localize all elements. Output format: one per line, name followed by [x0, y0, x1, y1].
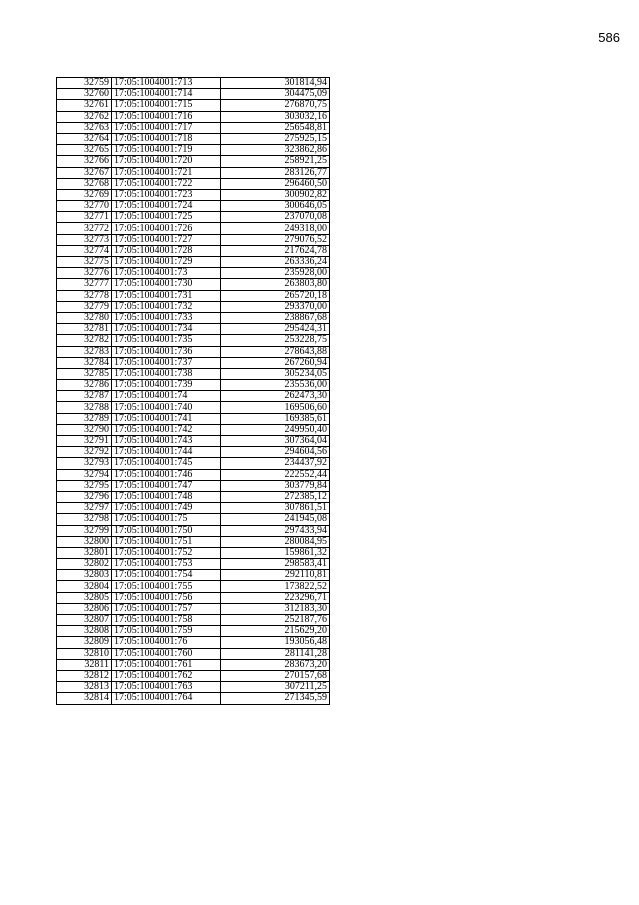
row-number-cell: 32778 [57, 290, 112, 301]
cadastral-code-cell: 17:05:1004001:724 [112, 201, 221, 212]
row-number-cell: 32811 [57, 659, 112, 670]
value-cell: 222552,44 [221, 469, 330, 480]
cadastral-code-cell: 17:05:1004001:74 [112, 391, 221, 402]
cadastral-code-cell: 17:05:1004001:729 [112, 257, 221, 268]
cadastral-code-cell: 17:05:1004001:755 [112, 581, 221, 592]
cadastral-code-cell: 17:05:1004001:744 [112, 447, 221, 458]
table-row [57, 189, 330, 200]
row-number-cell: 32797 [57, 503, 112, 514]
cadastral-code-cell: 17:05:1004001:734 [112, 324, 221, 335]
row-number-cell: 32806 [57, 603, 112, 614]
row-number-cell: 32767 [57, 167, 112, 178]
value-cell: 237070,08 [221, 212, 330, 223]
value-cell: 238867,68 [221, 312, 330, 323]
row-number-cell: 32810 [57, 648, 112, 659]
value-cell: 235928,00 [221, 268, 330, 279]
cadastral-code-cell: 17:05:1004001:731 [112, 290, 221, 301]
table-row [57, 682, 330, 693]
table-row [57, 268, 330, 279]
cadastral-code-cell: 17:05:1004001:717 [112, 122, 221, 133]
table-row [57, 290, 330, 301]
row-number-cell: 32805 [57, 592, 112, 603]
value-cell: 241945,08 [221, 514, 330, 525]
table-row [57, 78, 330, 89]
cadastral-code-cell: 17:05:1004001:754 [112, 570, 221, 581]
cadastral-code-cell: 17:05:1004001:726 [112, 223, 221, 234]
value-cell: 279076,52 [221, 234, 330, 245]
value-cell: 223296,71 [221, 592, 330, 603]
cadastral-code-cell: 17:05:1004001:730 [112, 279, 221, 290]
cadastral-code-cell: 17:05:1004001:714 [112, 89, 221, 100]
cadastral-code-cell: 17:05:1004001:722 [112, 178, 221, 189]
cadastral-code-cell: 17:05:1004001:741 [112, 413, 221, 424]
value-cell: 258921,25 [221, 156, 330, 167]
cadastral-code-cell: 17:05:1004001:761 [112, 659, 221, 670]
cadastral-code-cell: 17:05:1004001:756 [112, 592, 221, 603]
table-row [57, 559, 330, 570]
table-row [57, 301, 330, 312]
row-number-cell: 32759 [57, 78, 112, 89]
value-cell: 292110,81 [221, 570, 330, 581]
row-number-cell: 32762 [57, 111, 112, 122]
row-number-cell: 32813 [57, 682, 112, 693]
value-cell: 300646,05 [221, 201, 330, 212]
row-number-cell: 32799 [57, 525, 112, 536]
value-cell: 276870,75 [221, 100, 330, 111]
cadastral-code-cell: 17:05:1004001:720 [112, 156, 221, 167]
row-number-cell: 32802 [57, 559, 112, 570]
row-number-cell: 32764 [57, 133, 112, 144]
cadastral-code-cell: 17:05:1004001:747 [112, 480, 221, 491]
table-row [57, 133, 330, 144]
table-row [57, 592, 330, 603]
value-cell: 235536,00 [221, 380, 330, 391]
table-row [57, 223, 330, 234]
table-row [57, 514, 330, 525]
value-cell: 280084,95 [221, 536, 330, 547]
value-cell: 159861,32 [221, 547, 330, 558]
row-number-cell: 32796 [57, 491, 112, 502]
value-cell: 300902,82 [221, 189, 330, 200]
table-row [57, 122, 330, 133]
row-number-cell: 32791 [57, 436, 112, 447]
row-number-cell: 32804 [57, 581, 112, 592]
value-cell: 215629,20 [221, 626, 330, 637]
cadastral-code-cell: 17:05:1004001:723 [112, 189, 221, 200]
table-row [57, 547, 330, 558]
table-row [57, 156, 330, 167]
cadastral-code-cell: 17:05:1004001:763 [112, 682, 221, 693]
cadastral-code-cell: 17:05:1004001:739 [112, 380, 221, 391]
table-row [57, 145, 330, 156]
table-row [57, 648, 330, 659]
row-number-cell: 32773 [57, 234, 112, 245]
table-row [57, 670, 330, 681]
cadastral-code-cell: 17:05:1004001:746 [112, 469, 221, 480]
cadastral-code-cell: 17:05:1004001:713 [112, 78, 221, 89]
value-cell: 253228,75 [221, 335, 330, 346]
table-row [57, 491, 330, 502]
table-row [57, 335, 330, 346]
row-number-cell: 32785 [57, 368, 112, 379]
row-number-cell: 32783 [57, 346, 112, 357]
value-cell: 173822,52 [221, 581, 330, 592]
table-row [57, 615, 330, 626]
row-number-cell: 32780 [57, 312, 112, 323]
row-number-cell: 32792 [57, 447, 112, 458]
value-cell: 283126,77 [221, 167, 330, 178]
value-cell: 249318,00 [221, 223, 330, 234]
table-row [57, 436, 330, 447]
table-row [57, 413, 330, 424]
value-cell: 281141,28 [221, 648, 330, 659]
cadastral-code-cell: 17:05:1004001:728 [112, 245, 221, 256]
table-row [57, 659, 330, 670]
table-row [57, 458, 330, 469]
cadastral-code-cell: 17:05:1004001:749 [112, 503, 221, 514]
table-row [57, 257, 330, 268]
table-row [57, 89, 330, 100]
row-number-cell: 32786 [57, 380, 112, 391]
cadastral-code-cell: 17:05:1004001:73 [112, 268, 221, 279]
table-row [57, 346, 330, 357]
cadastral-code-cell: 17:05:1004001:759 [112, 626, 221, 637]
value-cell: 217624,78 [221, 245, 330, 256]
value-cell: 303779,84 [221, 480, 330, 491]
row-number-cell: 32807 [57, 615, 112, 626]
row-number-cell: 32789 [57, 413, 112, 424]
row-number-cell: 32800 [57, 536, 112, 547]
table-row [57, 503, 330, 514]
cadastral-code-cell: 17:05:1004001:737 [112, 357, 221, 368]
row-number-cell: 32788 [57, 402, 112, 413]
table-row [57, 581, 330, 592]
value-cell: 323862,86 [221, 145, 330, 156]
value-cell: 294604,56 [221, 447, 330, 458]
value-cell: 293370,00 [221, 301, 330, 312]
row-number-cell: 32772 [57, 223, 112, 234]
cadastral-code-cell: 17:05:1004001:719 [112, 145, 221, 156]
table-row [57, 245, 330, 256]
table-body [57, 78, 330, 705]
row-number-cell: 32777 [57, 279, 112, 290]
row-number-cell: 32793 [57, 458, 112, 469]
table-row [57, 469, 330, 480]
value-cell: 263803,80 [221, 279, 330, 290]
row-number-cell: 32795 [57, 480, 112, 491]
value-cell: 298583,41 [221, 559, 330, 570]
value-cell: 297433,94 [221, 525, 330, 536]
cadastral-code-cell: 17:05:1004001:743 [112, 436, 221, 447]
value-cell: 301814,94 [221, 78, 330, 89]
table-row [57, 201, 330, 212]
value-cell: 272385,12 [221, 491, 330, 502]
value-cell: 271345,59 [221, 693, 330, 704]
row-number-cell: 32774 [57, 245, 112, 256]
table-row [57, 570, 330, 581]
table-row [57, 424, 330, 435]
row-number-cell: 32812 [57, 670, 112, 681]
row-number-cell: 32809 [57, 637, 112, 648]
table-row [57, 603, 330, 614]
cadastral-code-cell: 17:05:1004001:715 [112, 100, 221, 111]
table-row [57, 391, 330, 402]
cadastral-code-cell: 17:05:1004001:718 [112, 133, 221, 144]
value-cell: 305234,05 [221, 368, 330, 379]
value-cell: 234437,92 [221, 458, 330, 469]
value-cell: 169385,61 [221, 413, 330, 424]
row-number-cell: 32814 [57, 693, 112, 704]
row-number-cell: 32787 [57, 391, 112, 402]
cadastral-code-cell: 17:05:1004001:752 [112, 547, 221, 558]
value-cell: 312183,30 [221, 603, 330, 614]
value-cell: 278643,88 [221, 346, 330, 357]
value-cell: 283673,20 [221, 659, 330, 670]
table-row [57, 536, 330, 547]
table-row [57, 111, 330, 122]
table-row [57, 234, 330, 245]
value-cell: 249950,40 [221, 424, 330, 435]
table-row [57, 525, 330, 536]
cadastral-code-cell: 17:05:1004001:751 [112, 536, 221, 547]
table-row [57, 178, 330, 189]
value-cell: 169506,60 [221, 402, 330, 413]
table-row [57, 167, 330, 178]
cadastral-code-cell: 17:05:1004001:740 [112, 402, 221, 413]
value-cell: 256548,81 [221, 122, 330, 133]
cadastral-code-cell: 17:05:1004001:75 [112, 514, 221, 525]
table-row [57, 324, 330, 335]
cadastral-code-cell: 17:05:1004001:750 [112, 525, 221, 536]
row-number-cell: 32766 [57, 156, 112, 167]
table-row [57, 480, 330, 491]
value-cell: 295424,31 [221, 324, 330, 335]
row-number-cell: 32782 [57, 335, 112, 346]
row-number-cell: 32794 [57, 469, 112, 480]
cadastral-code-cell: 17:05:1004001:742 [112, 424, 221, 435]
value-cell: 307211,25 [221, 682, 330, 693]
value-cell: 296460,50 [221, 178, 330, 189]
cadastral-code-cell: 17:05:1004001:76 [112, 637, 221, 648]
cadastral-code-cell: 17:05:1004001:764 [112, 693, 221, 704]
cadastral-code-cell: 17:05:1004001:757 [112, 603, 221, 614]
value-cell: 265720,18 [221, 290, 330, 301]
row-number-cell: 32808 [57, 626, 112, 637]
table-row [57, 212, 330, 223]
cadastral-code-cell: 17:05:1004001:725 [112, 212, 221, 223]
value-cell: 275925,15 [221, 133, 330, 144]
value-cell: 267260,94 [221, 357, 330, 368]
data-table [56, 77, 330, 705]
row-number-cell: 32763 [57, 122, 112, 133]
table-row [57, 312, 330, 323]
row-number-cell: 32798 [57, 514, 112, 525]
cadastral-code-cell: 17:05:1004001:753 [112, 559, 221, 570]
row-number-cell: 32775 [57, 257, 112, 268]
row-number-cell: 32769 [57, 189, 112, 200]
table-row [57, 447, 330, 458]
cadastral-code-cell: 17:05:1004001:716 [112, 111, 221, 122]
table-row [57, 380, 330, 391]
row-number-cell: 32770 [57, 201, 112, 212]
value-cell: 307364,04 [221, 436, 330, 447]
row-number-cell: 32803 [57, 570, 112, 581]
cadastral-code-cell: 17:05:1004001:745 [112, 458, 221, 469]
table-row [57, 357, 330, 368]
row-number-cell: 32760 [57, 89, 112, 100]
value-cell: 193056,48 [221, 637, 330, 648]
value-cell: 304475,09 [221, 89, 330, 100]
table-row [57, 368, 330, 379]
row-number-cell: 32779 [57, 301, 112, 312]
table-row [57, 637, 330, 648]
row-number-cell: 32784 [57, 357, 112, 368]
row-number-cell: 32771 [57, 212, 112, 223]
row-number-cell: 32765 [57, 145, 112, 156]
row-number-cell: 32761 [57, 100, 112, 111]
cadastral-code-cell: 17:05:1004001:738 [112, 368, 221, 379]
cadastral-code-cell: 17:05:1004001:762 [112, 670, 221, 681]
value-cell: 303032,16 [221, 111, 330, 122]
value-cell: 252187,76 [221, 615, 330, 626]
value-cell: 262473,30 [221, 391, 330, 402]
cadastral-code-cell: 17:05:1004001:735 [112, 335, 221, 346]
row-number-cell: 32768 [57, 178, 112, 189]
table-row [57, 693, 330, 704]
row-number-cell: 32781 [57, 324, 112, 335]
cadastral-code-cell: 17:05:1004001:758 [112, 615, 221, 626]
value-cell: 270157,68 [221, 670, 330, 681]
value-cell: 307861,51 [221, 503, 330, 514]
cadastral-code-cell: 17:05:1004001:733 [112, 312, 221, 323]
cadastral-code-cell: 17:05:1004001:748 [112, 491, 221, 502]
row-number-cell: 32776 [57, 268, 112, 279]
table-row [57, 279, 330, 290]
table-row [57, 100, 330, 111]
cadastral-code-cell: 17:05:1004001:727 [112, 234, 221, 245]
row-number-cell: 32801 [57, 547, 112, 558]
value-cell: 263336,24 [221, 257, 330, 268]
cadastral-code-cell: 17:05:1004001:721 [112, 167, 221, 178]
page-number: 586 [598, 30, 620, 45]
table-row [57, 402, 330, 413]
table-row [57, 626, 330, 637]
cadastral-code-cell: 17:05:1004001:736 [112, 346, 221, 357]
cadastral-code-cell: 17:05:1004001:732 [112, 301, 221, 312]
cadastral-code-cell: 17:05:1004001:760 [112, 648, 221, 659]
row-number-cell: 32790 [57, 424, 112, 435]
